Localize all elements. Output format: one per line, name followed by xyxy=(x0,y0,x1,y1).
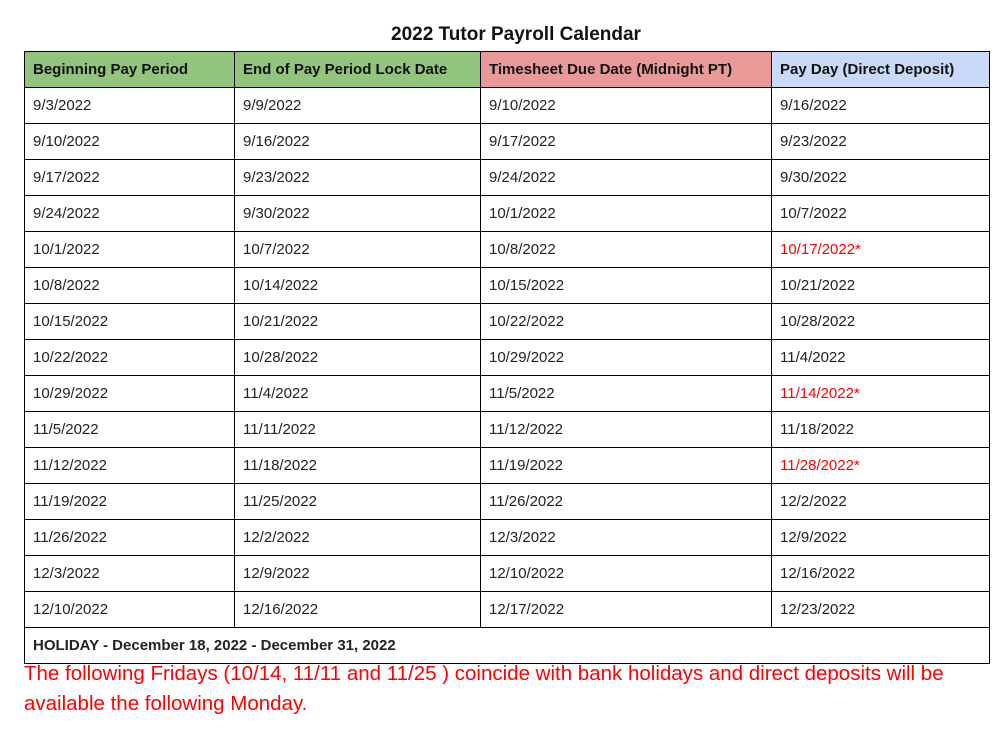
table-header-row xyxy=(25,52,990,88)
table-row xyxy=(25,88,990,124)
table-body xyxy=(25,88,990,628)
cell-end-of-pay-period: 10/7/2022 xyxy=(235,232,481,268)
cell-pay-day: 9/30/2022 xyxy=(772,160,990,196)
table-row xyxy=(25,412,990,448)
cell-end-of-pay-period: 11/4/2022 xyxy=(235,376,481,412)
cell-end-of-pay-period: 11/11/2022 xyxy=(235,412,481,448)
cell-pay-day: 11/28/2022* xyxy=(772,448,990,484)
cell-end-of-pay-period: 12/16/2022 xyxy=(235,592,481,628)
cell-end-of-pay-period: 9/9/2022 xyxy=(235,88,481,124)
cell-timesheet-due-date: 10/29/2022 xyxy=(481,340,772,376)
table-row xyxy=(25,520,990,556)
table-row xyxy=(25,484,990,520)
cell-pay-day: 12/2/2022 xyxy=(772,484,990,520)
cell-beginning-pay-period: 9/17/2022 xyxy=(25,160,235,196)
cell-beginning-pay-period: 9/10/2022 xyxy=(25,124,235,160)
cell-beginning-pay-period: 9/24/2022 xyxy=(25,196,235,232)
cell-beginning-pay-period: 10/22/2022 xyxy=(25,340,235,376)
cell-timesheet-due-date: 9/24/2022 xyxy=(481,160,772,196)
cell-end-of-pay-period: 9/23/2022 xyxy=(235,160,481,196)
page-title: 2022 Tutor Payroll Calendar xyxy=(391,24,641,45)
cell-beginning-pay-period: 11/26/2022 xyxy=(25,520,235,556)
table-row xyxy=(25,556,990,592)
table-row xyxy=(25,592,990,628)
cell-beginning-pay-period: 11/19/2022 xyxy=(25,484,235,520)
cell-timesheet-due-date: 9/17/2022 xyxy=(481,124,772,160)
bank-holiday-note: The following Fridays (10/14, 11/11 and 11/25 ) coincide with bank holidays and direct deposits will be available the following Monday. xyxy=(24,662,944,715)
cell-timesheet-due-date: 10/1/2022 xyxy=(481,196,772,232)
table-row xyxy=(25,160,990,196)
cell-end-of-pay-period: 9/16/2022 xyxy=(235,124,481,160)
cell-pay-day: 10/21/2022 xyxy=(772,268,990,304)
cell-timesheet-due-date: 10/8/2022 xyxy=(481,232,772,268)
cell-beginning-pay-period: 12/3/2022 xyxy=(25,556,235,592)
cell-pay-day: 12/23/2022 xyxy=(772,592,990,628)
table-row xyxy=(25,340,990,376)
cell-beginning-pay-period: 9/3/2022 xyxy=(25,88,235,124)
cell-pay-day: 11/14/2022* xyxy=(772,376,990,412)
cell-end-of-pay-period: 11/25/2022 xyxy=(235,484,481,520)
cell-pay-day: 11/18/2022 xyxy=(772,412,990,448)
cell-pay-day: 10/28/2022 xyxy=(772,304,990,340)
cell-beginning-pay-period: 10/8/2022 xyxy=(25,268,235,304)
header-end-of-pay-period: End of Pay Period Lock Date xyxy=(235,52,481,88)
cell-timesheet-due-date: 11/19/2022 xyxy=(481,448,772,484)
table-row xyxy=(25,448,990,484)
cell-pay-day: 9/16/2022 xyxy=(772,88,990,124)
cell-timesheet-due-date: 11/5/2022 xyxy=(481,376,772,412)
holiday-cell: HOLIDAY - December 18, 2022 - December 31, 2022 xyxy=(25,628,990,664)
cell-timesheet-due-date: 10/15/2022 xyxy=(481,268,772,304)
cell-beginning-pay-period: 11/5/2022 xyxy=(25,412,235,448)
cell-pay-day: 9/23/2022 xyxy=(772,124,990,160)
cell-beginning-pay-period: 11/12/2022 xyxy=(25,448,235,484)
header-beginning-pay-period: Beginning Pay Period xyxy=(25,52,235,88)
table-row xyxy=(25,196,990,232)
cell-timesheet-due-date: 10/22/2022 xyxy=(481,304,772,340)
cell-beginning-pay-period: 12/10/2022 xyxy=(25,592,235,628)
cell-timesheet-due-date: 9/10/2022 xyxy=(481,88,772,124)
cell-end-of-pay-period: 9/30/2022 xyxy=(235,196,481,232)
cell-timesheet-due-date: 12/10/2022 xyxy=(481,556,772,592)
cell-pay-day: 11/4/2022 xyxy=(772,340,990,376)
table-row xyxy=(25,304,990,340)
cell-timesheet-due-date: 11/26/2022 xyxy=(481,484,772,520)
table-row xyxy=(25,268,990,304)
cell-timesheet-due-date: 12/17/2022 xyxy=(481,592,772,628)
header-pay-day: Pay Day (Direct Deposit) xyxy=(772,52,990,88)
cell-timesheet-due-date: 11/12/2022 xyxy=(481,412,772,448)
cell-beginning-pay-period: 10/1/2022 xyxy=(25,232,235,268)
table-row xyxy=(25,376,990,412)
cell-end-of-pay-period: 10/21/2022 xyxy=(235,304,481,340)
cell-beginning-pay-period: 10/15/2022 xyxy=(25,304,235,340)
cell-end-of-pay-period: 12/9/2022 xyxy=(235,556,481,592)
cell-pay-day: 10/7/2022 xyxy=(772,196,990,232)
cell-pay-day: 12/16/2022 xyxy=(772,556,990,592)
cell-end-of-pay-period: 12/2/2022 xyxy=(235,520,481,556)
cell-pay-day: 10/17/2022* xyxy=(772,232,990,268)
table-row xyxy=(25,124,990,160)
cell-end-of-pay-period: 10/14/2022 xyxy=(235,268,481,304)
cell-beginning-pay-period: 10/29/2022 xyxy=(25,376,235,412)
header-timesheet-due-date: Timesheet Due Date (Midnight PT) xyxy=(481,52,772,88)
cell-end-of-pay-period: 10/28/2022 xyxy=(235,340,481,376)
cell-pay-day: 12/9/2022 xyxy=(772,520,990,556)
cell-end-of-pay-period: 11/18/2022 xyxy=(235,448,481,484)
payroll-table xyxy=(24,51,990,664)
table-row xyxy=(25,232,990,268)
cell-timesheet-due-date: 12/3/2022 xyxy=(481,520,772,556)
